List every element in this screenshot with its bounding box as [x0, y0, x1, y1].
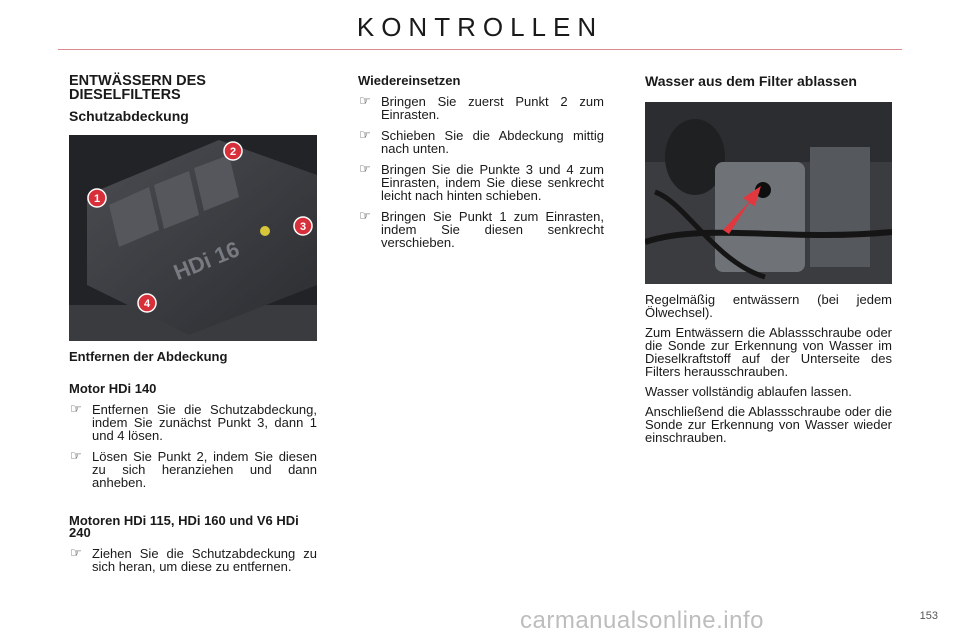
filter-drain-title: Wasser aus dem Filter ablassen — [645, 73, 857, 89]
marker-1: 1 — [93, 193, 101, 205]
list-item: ☞ Bringen Sie die Punkte 3 und 4 zum Einrasten, indem Sie diese senkrecht leicht nach hinten schieben. — [359, 161, 604, 203]
wiedereinsetzen-heading: Wiedereinsetzen — [358, 73, 461, 88]
list-item: ☞ Bringen Sie Punkt 1 zum Einrasten, indem Sie diesen senkrecht verschieben. — [359, 208, 604, 250]
list-item: ☞ Lösen Sie Punkt 2, indem Sie diesen zu sich heranziehen und dann anheben. — [70, 448, 317, 490]
paragraph: Regelmäßig entwässern (bei jedem Ölwechsel). — [645, 292, 892, 320]
pointing-hand-icon: ☞ — [70, 448, 82, 463]
column-right — [645, 74, 892, 451]
engine-cover-text: HDi 16 — [169, 236, 243, 286]
list-item: ☞ Entfernen Sie die Schutzabdeckung, indem Sie zunächst Punkt 3, dann 1 und 4 lösen. — [70, 401, 317, 443]
pointing-hand-icon: ☞ — [359, 127, 371, 142]
wiedereinsetzen-steps — [358, 95, 604, 249]
motor-hdi140-heading: Motor HDi 140 — [69, 381, 157, 396]
pointing-hand-icon: ☞ — [359, 161, 371, 176]
watermark: carmanualsonline.info — [520, 607, 764, 634]
list-item: ☞ Schieben Sie die Abdeckung mittig nach unten. — [359, 127, 604, 156]
pointing-hand-icon: ☞ — [359, 93, 371, 108]
engine-cover-photo — [69, 135, 317, 341]
page-number: 153 — [919, 610, 938, 622]
page-title: KONTROLLEN — [356, 12, 604, 42]
marker-4: 4 — [143, 298, 151, 310]
paragraph: Zum Entwässern die Ablassschraube oder die Sonde zur Erkennung von Wasser im Dieselkraftstoff auf der Unterseite des Filters herausschrauben. — [645, 325, 892, 379]
pointing-hand-icon: ☞ — [70, 545, 82, 560]
motor-hdi140-steps — [69, 403, 317, 489]
paragraph: Anschließend die Ablassschraube oder die Sonde zur Erkennung von Wasser wieder einschrauben. — [645, 404, 892, 445]
pointing-hand-icon: ☞ — [70, 401, 82, 416]
section-title: ENTWÄSSERN DES DIESELFILTERS — [69, 73, 206, 103]
motor-hdi115-160-240-heading: Motoren HDi 115, HDi 160 und V6 HDi 240 — [69, 513, 299, 540]
column-left — [69, 74, 317, 581]
paragraph: Wasser vollständig ablaufen lassen. — [645, 384, 852, 399]
column-middle — [358, 74, 604, 257]
motor-hdi115-160-240-steps — [69, 547, 317, 573]
pointing-hand-icon: ☞ — [359, 208, 371, 223]
marker-3: 3 — [299, 221, 307, 233]
fuel-filter-photo — [645, 102, 892, 284]
list-item: ☞ Ziehen Sie die Schutzabdeckung zu sich heran, um diese zu entfernen. — [70, 545, 317, 574]
subtitle-schutzabdeckung: Schutzabdeckung — [69, 108, 189, 124]
marker-2: 2 — [229, 146, 237, 158]
title-divider — [58, 49, 902, 50]
list-item: ☞ Bringen Sie zuerst Punkt 2 zum Einrasten. — [359, 93, 604, 122]
image-caption: Entfernen der Abdeckung — [69, 349, 228, 364]
